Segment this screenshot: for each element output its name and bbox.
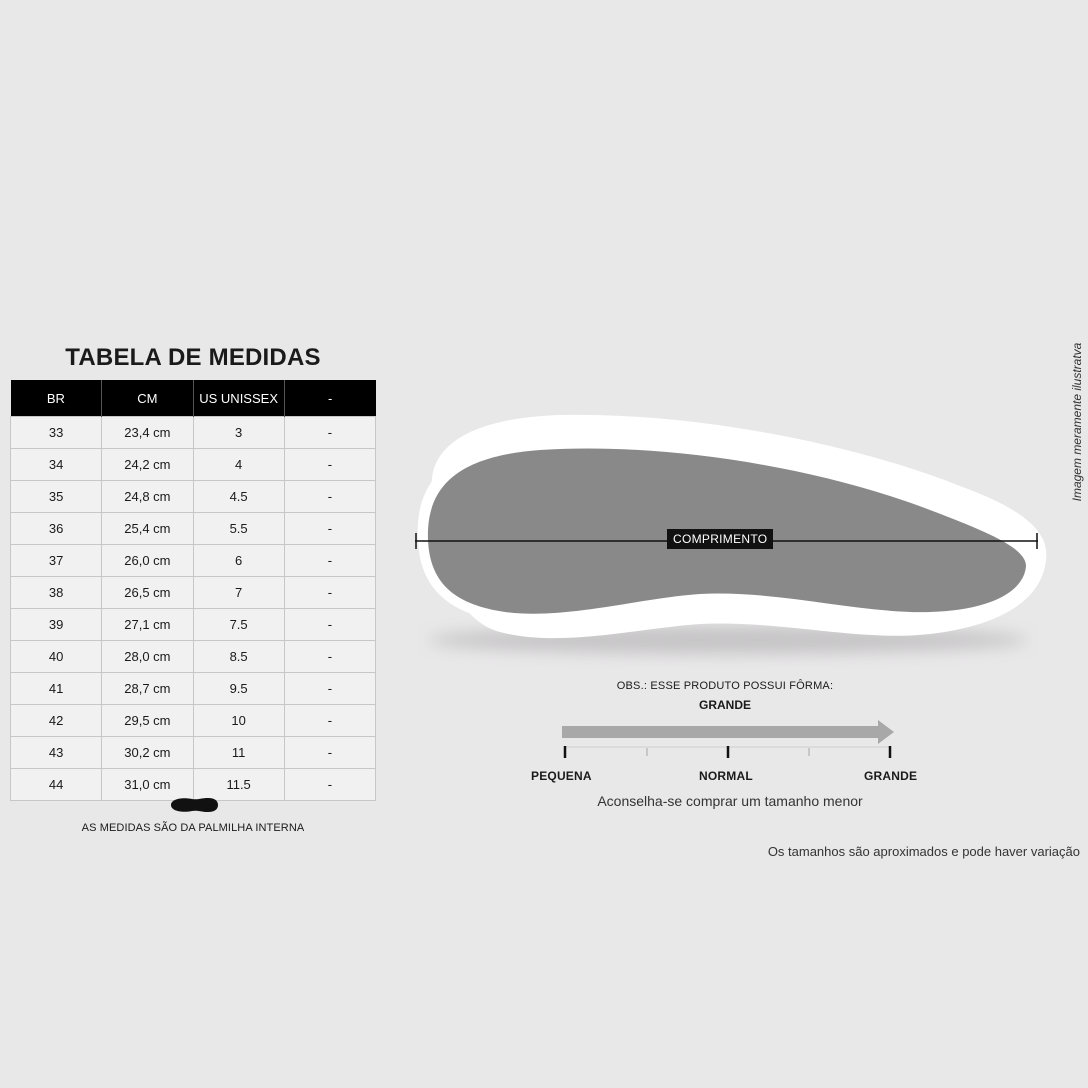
size-br-cell: 35 [11, 481, 102, 513]
size-br-cell: 44 [11, 769, 102, 801]
size-extra-cell: - [284, 545, 375, 577]
size-br-cell: 41 [11, 673, 102, 705]
size-row [11, 737, 376, 769]
size-br-cell: 33 [11, 417, 102, 449]
size-cm-cell: 26,0 cm [102, 545, 193, 577]
size-extra-cell: - [284, 481, 375, 513]
size-br-cell: 42 [11, 705, 102, 737]
size-cm-cell: 25,4 cm [102, 513, 193, 545]
scale-label-large: GRANDE [864, 769, 918, 783]
size-extra-cell: - [284, 577, 375, 609]
col-header-extra: - [284, 380, 375, 417]
col-header-cm: CM [102, 380, 193, 417]
size-us-cell: 8.5 [193, 641, 284, 673]
size-cm-cell: 24,8 cm [102, 481, 193, 513]
scale-label-small: PEQUENA [531, 769, 592, 783]
size-extra-cell: - [284, 609, 375, 641]
size-extra-cell: - [284, 417, 375, 449]
size-br-cell: 34 [11, 449, 102, 481]
size-extra-cell: - [284, 641, 375, 673]
size-cm-cell: 23,4 cm [102, 417, 193, 449]
illustrative-disclaimer [1066, 312, 1088, 532]
size-extra-cell: - [284, 673, 375, 705]
fit-note: OBS.: ESSE PRODUTO POSSUI FÔRMA: [616, 680, 834, 692]
size-br-cell: 39 [11, 609, 102, 641]
size-br-cell: 36 [11, 513, 102, 545]
size-cm-cell: 28,7 cm [102, 673, 193, 705]
size-us-cell: 5.5 [193, 513, 284, 545]
size-us-cell: 7 [193, 577, 284, 609]
size-us-cell: 10 [193, 705, 284, 737]
size-cm-cell: 28,0 cm [102, 641, 193, 673]
col-header-br: BR [11, 380, 102, 417]
fit-arrow-icon [562, 720, 894, 744]
col-header-us: US UNISSEX [193, 380, 284, 417]
size-extra-cell: - [284, 769, 375, 801]
size-extra-cell: - [284, 705, 375, 737]
fit-value: GRANDE [698, 698, 751, 712]
size-us-cell: 4 [193, 449, 284, 481]
size-us-cell: 11 [193, 737, 284, 769]
fit-scale [530, 715, 910, 767]
approx-disclaimer: Os tamanhos são aproximados e pode haver variação [767, 844, 1080, 859]
size-cm-cell: 24,2 cm [102, 449, 193, 481]
size-us-cell: 3 [193, 417, 284, 449]
size-cm-cell: 30,2 cm [102, 737, 193, 769]
insole-icon [168, 796, 220, 814]
size-extra-cell: - [284, 737, 375, 769]
size-extra-cell: - [284, 513, 375, 545]
size-br-cell: 43 [11, 737, 102, 769]
size-cm-cell: 27,1 cm [102, 609, 193, 641]
length-label: COMPRIMENTO [667, 529, 773, 549]
size-us-cell: 4.5 [193, 481, 284, 513]
insole-note: AS MEDIDAS SÃO DA PALMILHA INTERNA [81, 822, 305, 834]
size-us-cell: 11.5 [193, 769, 284, 801]
size-chart-title: TABELA DE MEDIDAS [65, 344, 321, 371]
size-br-cell: 38 [11, 577, 102, 609]
size-extra-cell: - [284, 449, 375, 481]
scale-label-normal: NORMAL [699, 769, 753, 783]
size-row [11, 705, 376, 737]
size-br-cell: 37 [11, 545, 102, 577]
size-cm-cell: 29,5 cm [102, 705, 193, 737]
illustrative-disclaimer-text: Imagem meramente ilustratva [1070, 342, 1084, 502]
size-us-cell: 9.5 [193, 673, 284, 705]
size-advice: Aconselha-se comprar um tamanho menor [597, 793, 863, 809]
size-cm-cell: 31,0 cm [102, 769, 193, 801]
size-us-cell: 6 [193, 545, 284, 577]
size-cm-cell: 26,5 cm [102, 577, 193, 609]
size-us-cell: 7.5 [193, 609, 284, 641]
size-br-cell: 40 [11, 641, 102, 673]
